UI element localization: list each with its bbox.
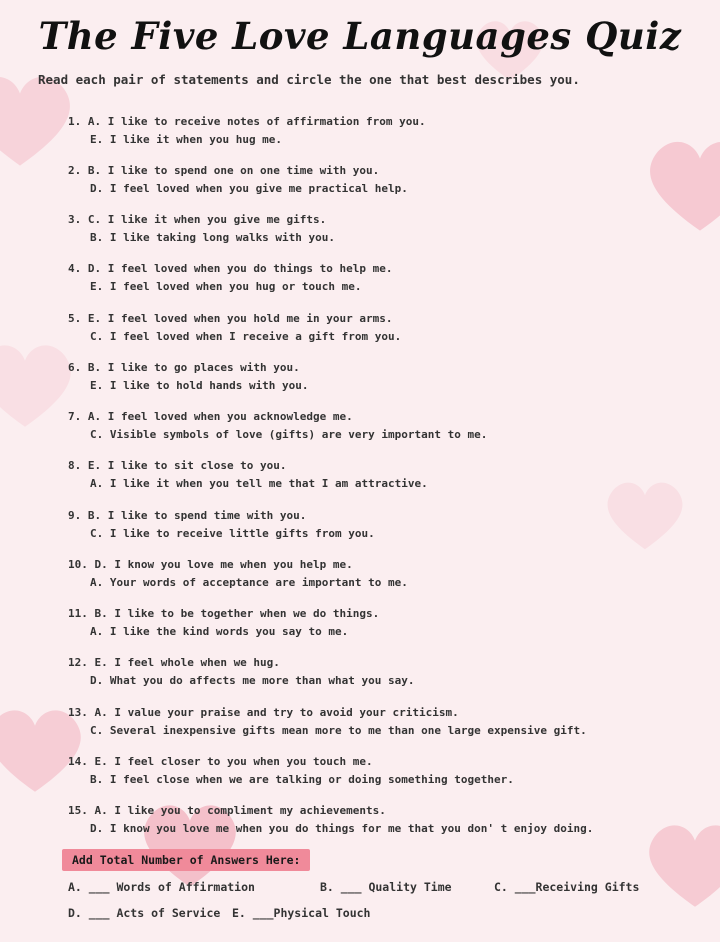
question-item: [68, 262, 393, 293]
question-item: [68, 755, 514, 786]
question-option-b[interactable]: D. I feel loved when you give me practical help.: [90, 182, 408, 195]
question-option-b[interactable]: E. I like it when you hug me.: [90, 133, 283, 146]
total-acts-of-service[interactable]: D. ___ Acts of Service: [68, 906, 221, 920]
question-option-b[interactable]: B. I like taking long walks with you.: [90, 231, 336, 244]
question-option-a[interactable]: 5. E. I feel loved when you hold me in your arms.: [68, 312, 393, 325]
heart-icon: [640, 120, 720, 250]
question-option-b[interactable]: D. What you do affects me more than what you say.: [90, 674, 415, 687]
question-item: [68, 706, 587, 737]
question-item: [68, 312, 401, 343]
question-option-a[interactable]: 3. C. I like it when you give me gifts.: [68, 213, 327, 226]
question-item: [68, 361, 309, 392]
question-option-a[interactable]: 6. B. I like to go places with you.: [68, 361, 300, 374]
total-quality-time[interactable]: B. ___ Quality Time: [320, 880, 452, 894]
question-option-b[interactable]: A. Your words of acceptance are important to me.: [90, 576, 408, 589]
question-item: [68, 459, 428, 490]
question-option-b[interactable]: C. Visible symbols of love (gifts) are very important to me.: [90, 428, 488, 441]
question-item: [68, 213, 335, 244]
question-option-b[interactable]: C. I like to receive little gifts from you.: [90, 527, 375, 540]
question-option-a[interactable]: 14. E. I feel closer to you when you touch me.: [68, 755, 373, 768]
question-option-b[interactable]: C. Several inexpensive gifts mean more to me than one large expensive gift.: [90, 724, 587, 737]
question-option-b[interactable]: A. I like the kind words you say to me.: [90, 625, 349, 638]
question-item: [68, 558, 408, 589]
page-title: The Five Love Languages Quiz: [38, 14, 682, 58]
question-option-a[interactable]: 12. E. I feel whole when we hug.: [68, 656, 280, 669]
question-option-a[interactable]: 15. A. I like you to compliment my achievements.: [68, 804, 386, 817]
total-receiving-gifts[interactable]: C. ___Receiving Gifts: [494, 880, 640, 894]
question-item: [68, 656, 415, 687]
question-option-a[interactable]: 11. B. I like to be together when we do things.: [68, 607, 380, 620]
question-option-b[interactable]: E. I feel loved when you hug or touch me.: [90, 280, 362, 293]
question-item: [68, 804, 593, 835]
question-option-a[interactable]: 13. A. I value your praise and try to avoid your criticism.: [68, 706, 459, 719]
question-option-a[interactable]: 2. B. I like to spend one on one time with you.: [68, 164, 380, 177]
total-physical-touch[interactable]: E. ___Physical Touch: [232, 906, 371, 920]
question-option-a[interactable]: 8. E. I like to sit close to you.: [68, 459, 287, 472]
question-option-b[interactable]: B. I feel close when we are talking or doing something together.: [90, 773, 514, 786]
totals-banner: Add Total Number of Answers Here:: [62, 849, 310, 871]
question-option-a[interactable]: 9. B. I like to spend time with you.: [68, 509, 307, 522]
question-option-b[interactable]: E. I like to hold hands with you.: [90, 379, 309, 392]
question-item: [68, 410, 487, 441]
question-option-b[interactable]: A. I like it when you tell me that I am attractive.: [90, 477, 428, 490]
question-option-a[interactable]: 10. D. I know you love me when you help me.: [68, 558, 353, 571]
question-option-a[interactable]: 7. A. I feel loved when you acknowledge me.: [68, 410, 353, 423]
heart-icon: [600, 470, 690, 560]
question-option-a[interactable]: 4. D. I feel loved when you do things to help me.: [68, 262, 393, 275]
question-option-b[interactable]: C. I feel loved when I receive a gift from you.: [90, 330, 402, 343]
question-option-b[interactable]: D. I know you love me when you do things for me that you don' t enjoy doing.: [90, 822, 594, 835]
question-option-a[interactable]: 1. A. I like to receive notes of affirmation from you.: [68, 115, 426, 128]
heart-icon: [640, 800, 720, 930]
question-item: [68, 509, 375, 540]
total-words-of-affirmation[interactable]: A. ___ Words of Affirmation: [68, 880, 255, 894]
question-item: [68, 115, 426, 146]
question-item: [68, 607, 379, 638]
question-item: [68, 164, 408, 195]
instructions: Read each pair of statements and circle the one that best describes you.: [38, 72, 580, 87]
